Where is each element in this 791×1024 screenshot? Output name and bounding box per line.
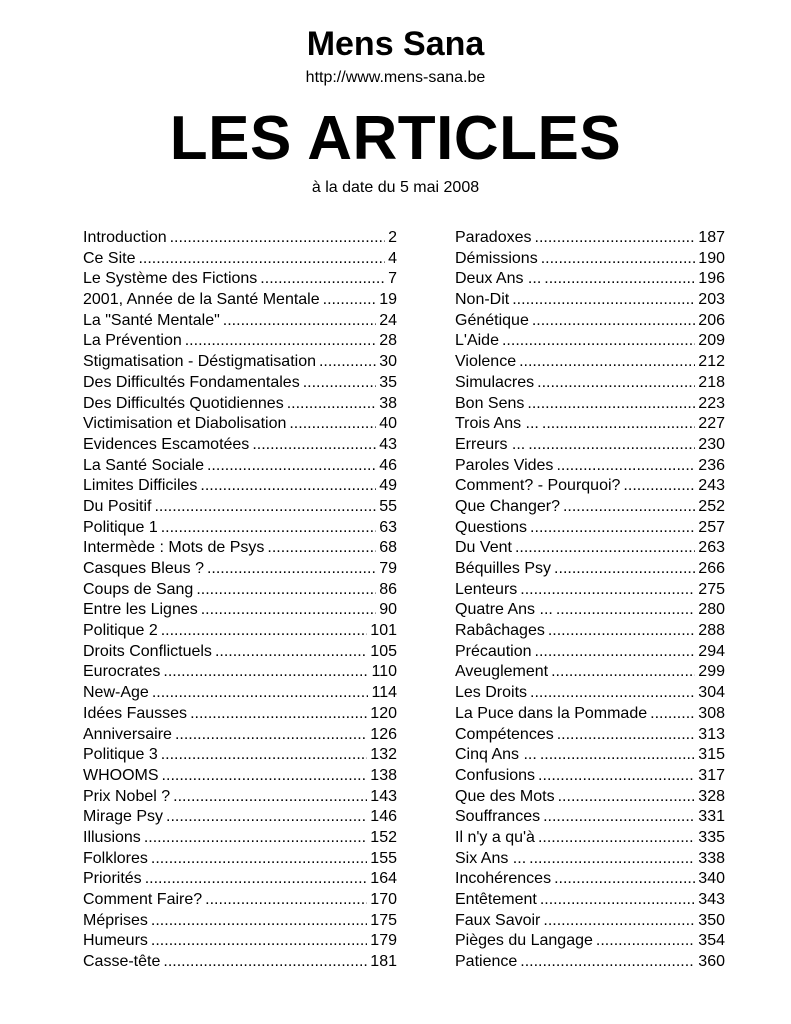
toc-entry-title: Anniversaire (83, 725, 172, 743)
toc-entry-page: 308 (698, 704, 725, 722)
toc-entry-page: 4 (388, 249, 397, 267)
toc-entry-title: Génétique (455, 311, 529, 329)
toc-entry (83, 394, 397, 415)
toc-entry-title: Paroles Vides (455, 456, 554, 474)
toc-dot-leader (543, 911, 695, 932)
toc-dot-leader (223, 311, 376, 332)
toc-entry-title: Confusions (455, 766, 536, 784)
toc-entry-page: 90 (379, 601, 397, 619)
toc-entry-title: Ce Site (83, 249, 136, 267)
toc-entry-page: 230 (698, 435, 725, 453)
toc-entry-title: Comment Faire? (83, 891, 203, 908)
toc-dot-leader (532, 311, 695, 332)
toc-entry-page: 317 (698, 766, 725, 784)
toc-entry-title: Six Ans ... (455, 849, 527, 867)
toc-entry (83, 911, 397, 932)
toc-entry (83, 456, 397, 477)
toc-entry-title: La "Santé Mentale" (83, 311, 220, 329)
toc-entry (455, 538, 725, 559)
toc-dot-leader (543, 807, 695, 828)
toc-entry (83, 414, 397, 435)
toc-entry-page: 152 (370, 828, 397, 846)
toc-entry (83, 538, 397, 559)
toc-dot-leader (151, 931, 367, 952)
toc-dot-leader (530, 683, 695, 704)
toc-entry-page: 190 (698, 249, 725, 267)
toc-entry-page: 28 (379, 332, 397, 350)
toc-entry-page: 46 (379, 456, 397, 474)
toc-entry-title: Souffrances (455, 808, 541, 826)
toc-entry-title: Quatre Ans ... (455, 601, 553, 619)
toc-entry-title: Erreurs ... (455, 435, 526, 453)
toc-entry (455, 621, 725, 642)
toc-dot-leader (287, 394, 377, 415)
toc-entry-title: Introduction (83, 229, 167, 246)
toc-entry (83, 766, 397, 787)
toc-entry-title: La Prévention (83, 332, 182, 350)
toc-entry (83, 476, 397, 497)
toc-dot-leader (512, 290, 695, 311)
toc-entry-title: Casques Bleus ? (83, 560, 204, 577)
toc-entry-title: Le Système des Fictions (83, 270, 258, 288)
toc-entry (455, 290, 725, 311)
toc-entry (455, 331, 725, 352)
toc-entry-page: 350 (698, 911, 725, 929)
toc-entry (455, 642, 725, 663)
toc-entry-page: 223 (698, 394, 725, 412)
toc-entry-title: Aveuglement (455, 663, 549, 681)
toc-entry-title: Méprises (83, 911, 148, 929)
toc-entry (83, 518, 397, 539)
toc-dot-leader (535, 228, 696, 249)
toc-entry (455, 249, 725, 270)
toc-entry-page: 138 (370, 766, 397, 784)
toc-entry (83, 290, 397, 311)
toc-entry-page: 203 (698, 291, 725, 309)
toc-entry-page: 187 (698, 229, 725, 246)
toc-entry-page: 263 (698, 539, 725, 557)
toc-column-left (83, 228, 397, 973)
toc-entry-page: 86 (379, 580, 397, 598)
toc-entry (455, 683, 725, 704)
toc-dot-leader (542, 414, 695, 435)
toc-dot-leader (175, 725, 367, 746)
toc-dot-leader (303, 373, 377, 394)
toc-dot-leader (207, 456, 376, 477)
toc-entry-title: Illusions (83, 828, 141, 846)
toc-entry-page: 110 (371, 663, 397, 681)
toc-entry-page: 257 (698, 518, 725, 536)
toc-dot-leader (556, 600, 695, 621)
toc-entry-title: Entêtement (455, 891, 537, 908)
toc-dot-leader (170, 228, 385, 249)
toc-entry-page: 146 (370, 808, 397, 826)
toc-entry (83, 249, 397, 270)
toc-entry-page: 114 (371, 684, 397, 702)
toc-entry-title: Casse-tête (83, 953, 161, 971)
toc-entry-page: 275 (698, 580, 725, 598)
toc-entry (455, 745, 725, 766)
toc-entry-page: 331 (698, 808, 725, 826)
toc-entry-page: 30 (379, 353, 397, 371)
toc-dot-leader (196, 580, 376, 601)
toc-dot-leader (530, 518, 695, 539)
toc-entry (83, 497, 397, 518)
toc-entry-page: 170 (370, 891, 397, 908)
toc-dot-leader (260, 269, 385, 290)
toc-dot-leader (162, 766, 368, 787)
toc-entry (83, 828, 397, 849)
date-line: à la date du 5 mai 2008 (311, 179, 480, 196)
toc-entry (455, 600, 725, 621)
toc-entry-title: Limites Difficiles (83, 477, 198, 495)
toc-entry (455, 725, 725, 746)
toc-entry-page: 299 (698, 663, 725, 681)
toc-entry-title: Il n'y a qu'à (455, 828, 535, 846)
toc-dot-leader (161, 518, 376, 539)
toc-entry-page: 315 (698, 746, 725, 764)
toc-dot-leader (541, 249, 696, 270)
toc-entry-title: Précaution (455, 642, 532, 660)
toc-dot-leader (289, 414, 376, 435)
toc-entry (83, 952, 397, 973)
toc-entry-title: Intermède : Mots de Psys (83, 539, 265, 557)
toc-entry (83, 559, 397, 580)
toc-dot-leader (551, 662, 695, 683)
toc-entry-page: 227 (698, 415, 725, 433)
toc-dot-leader (535, 642, 696, 663)
toc-entry-title: Incohérences (455, 870, 552, 888)
toc-entry-title: Trois Ans ... (455, 415, 539, 433)
toc-entry (83, 269, 397, 290)
toc-entry-page: 304 (698, 684, 725, 702)
toc-entry-page: 105 (370, 642, 397, 660)
toc-entry-title: Stigmatisation - Déstigmatisation (83, 353, 316, 371)
toc-dot-leader (215, 642, 367, 663)
toc-entry (83, 890, 397, 911)
toc-entry-title: Bon Sens (455, 394, 525, 412)
toc-dot-leader (154, 497, 376, 518)
toc-entry-page: 243 (698, 477, 725, 495)
toc-entry-title: Que des Mots (455, 787, 555, 805)
toc-entry (455, 952, 725, 973)
toc-entry-page: 280 (698, 601, 725, 619)
toc-entry (83, 725, 397, 746)
toc-entry-title: Politique 2 (83, 622, 158, 640)
toc-entry-title: Victimisation et Diabolisation (83, 415, 287, 433)
toc-dot-leader (152, 683, 369, 704)
toc-entry-page: 354 (698, 932, 725, 950)
toc-entry-title: New-Age (83, 684, 149, 702)
toc-entry-page: 43 (379, 435, 397, 453)
toc-dot-leader (528, 435, 695, 456)
toc-entry-page: 101 (370, 622, 397, 640)
toc-entry-title: Entre les Lignes (83, 601, 198, 619)
toc-entry-title: Béquilles Psy (455, 560, 552, 577)
toc-dot-leader (519, 352, 695, 373)
toc-entry-page: 212 (698, 353, 725, 371)
toc-entry-page: 343 (698, 891, 725, 908)
toc-entry (83, 435, 397, 456)
toc-entry-page: 55 (379, 497, 397, 515)
toc-dot-leader (205, 890, 367, 911)
toc-entry-page: 49 (379, 477, 397, 495)
toc-entry-page: 206 (698, 311, 725, 329)
toc-entry-page: 79 (379, 560, 397, 577)
toc-entry-title: Faux Savoir (455, 911, 541, 929)
toc-entry-page: 340 (698, 870, 725, 888)
toc-entry (455, 269, 725, 290)
toc-entry-page: 360 (698, 953, 725, 971)
toc-dot-leader (540, 890, 695, 911)
toc-entry (83, 787, 397, 808)
toc-entry (455, 352, 725, 373)
toc-entry (83, 807, 397, 828)
toc-entry (455, 890, 725, 911)
toc-dot-leader (558, 787, 696, 808)
toc-entry-title: Que Changer? (455, 497, 560, 515)
toc-entry (83, 662, 397, 683)
toc-dot-leader (145, 869, 368, 890)
toc-entry (83, 228, 397, 249)
toc-entry-title: Evidences Escamotées (83, 435, 250, 453)
toc-entry-page: 181 (370, 953, 397, 971)
toc-dot-leader (163, 662, 368, 683)
toc-entry-title: Idées Fausses (83, 704, 188, 722)
toc-dot-leader (502, 331, 695, 352)
toc-entry (455, 311, 725, 332)
toc-entry-page: 24 (379, 311, 397, 329)
toc-dot-leader (267, 538, 376, 559)
toc-dot-leader (520, 580, 695, 601)
toc-dot-leader (166, 807, 367, 828)
toc-entry (83, 600, 397, 621)
toc-entry-page: 63 (379, 518, 397, 536)
toc-entry (455, 869, 725, 890)
toc-entry (83, 352, 397, 373)
toc-entry-page: 120 (370, 704, 397, 722)
toc-entry (83, 373, 397, 394)
toc-dot-leader (556, 456, 695, 477)
toc-entry-page: 328 (698, 787, 725, 805)
toc-dot-leader (537, 373, 695, 394)
toc-entry-page: 252 (698, 497, 725, 515)
toc-entry-title: Violence (455, 353, 517, 371)
toc-entry (455, 807, 725, 828)
toc-entry-page: 196 (698, 270, 725, 288)
toc-entry-title: L'Aide (455, 332, 499, 350)
toc-dot-leader (538, 828, 695, 849)
toc-entry-title: Politique 3 (83, 746, 158, 764)
toc-entry-title: Non-Dit (455, 291, 510, 309)
toc-entry-title: Eurocrates (83, 663, 161, 681)
toc-entry-title: Deux Ans ... (455, 270, 542, 288)
toc-dot-leader (151, 849, 367, 870)
toc-dot-leader (252, 435, 376, 456)
toc-entry (455, 766, 725, 787)
toc-entry (455, 373, 725, 394)
toc-entry (83, 311, 397, 332)
toc-entry-title: 2001, Année de la Santé Mentale (83, 291, 320, 309)
toc-entry-title: Humeurs (83, 932, 148, 950)
toc-entry-page: 143 (370, 787, 397, 805)
toc-entry-title: Des Difficultés Fondamentales (83, 373, 300, 391)
toc-entry-title: Politique 1 (83, 518, 158, 536)
toc-entry (455, 662, 725, 683)
toc-entry-title: La Puce dans la Pommade (455, 704, 648, 722)
toc-entry-title: Rabâchages (455, 622, 545, 640)
toc-dot-leader (319, 352, 376, 373)
toc-dot-leader (201, 600, 376, 621)
toc-entry-title: Simulacres (455, 373, 535, 391)
toc-dot-leader (596, 931, 695, 952)
toc-dot-leader (563, 497, 695, 518)
toc-dot-leader (529, 849, 695, 870)
toc-entry-title: Comment? - Pourquoi? (455, 477, 621, 495)
toc-entry (455, 787, 725, 808)
toc-dot-leader (650, 704, 695, 725)
toc-entry (83, 745, 397, 766)
toc-entry-page: 126 (370, 725, 397, 743)
toc-entry-title: Les Droits (455, 684, 528, 702)
toc-entry-page: 132 (370, 746, 397, 764)
toc-entry-title: Paradoxes (455, 229, 532, 246)
toc-dot-leader (520, 952, 695, 973)
toc-dot-leader (515, 538, 695, 559)
toc-entry-title: Du Vent (455, 539, 512, 557)
toc-entry-title: Priorités (83, 870, 142, 888)
toc-entry-title: Mirage Psy (83, 808, 164, 826)
toc-dot-leader (173, 787, 367, 808)
toc-dot-leader (527, 394, 695, 415)
toc-dot-leader (554, 559, 695, 580)
toc-entry-page: 19 (379, 291, 397, 309)
toc-entry-title: Pièges du Langage (455, 932, 593, 950)
toc-entry (455, 497, 725, 518)
toc-entry (455, 414, 725, 435)
toc-entry-page: 155 (370, 849, 397, 867)
toc-dot-leader (540, 745, 695, 766)
toc-entry-page: 35 (379, 373, 397, 391)
toc-dot-leader (144, 828, 367, 849)
toc-entry (455, 580, 725, 601)
toc-dot-leader (161, 621, 368, 642)
toc-entry-title: Coups de Sang (83, 580, 194, 598)
toc-entry (83, 869, 397, 890)
toc-entry (455, 476, 725, 497)
toc-entry-page: 288 (698, 622, 725, 640)
toc-entry-page: 175 (370, 911, 397, 929)
toc-entry-page: 209 (698, 332, 725, 350)
toc-entry (455, 394, 725, 415)
toc-column-right (455, 228, 725, 973)
toc-dot-leader (190, 704, 367, 725)
toc-entry (455, 228, 725, 249)
toc-entry (455, 931, 725, 952)
toc-entry-page: 68 (379, 539, 397, 557)
toc-dot-leader (161, 745, 368, 766)
toc-entry-page: 335 (698, 828, 725, 846)
toc-entry-title: Prix Nobel ? (83, 787, 171, 805)
toc-entry (83, 580, 397, 601)
toc-entry-page: 236 (698, 456, 725, 474)
toc-entry (455, 518, 725, 539)
toc-entry-title: Folklores (83, 849, 148, 867)
toc-dot-leader (623, 476, 695, 497)
toc-entry (83, 704, 397, 725)
toc-entry-title: Du Positif (83, 497, 152, 515)
toc-dot-leader (138, 249, 385, 270)
toc-entry-title: Compétences (455, 725, 554, 743)
toc-entry (83, 642, 397, 663)
toc-dot-leader (185, 331, 376, 352)
site-url: http://www.mens-sana.be (305, 69, 486, 86)
toc-entry (83, 683, 397, 704)
toc-entry-page: 218 (698, 373, 725, 391)
toc-dot-leader (323, 290, 377, 311)
toc-entry (455, 559, 725, 580)
toc-entry-title: Démissions (455, 249, 538, 267)
toc-entry (83, 331, 397, 352)
toc-entry-page: 266 (698, 560, 725, 577)
toc-entry (455, 828, 725, 849)
toc-entry-title: Cinq Ans ... (455, 746, 537, 764)
toc-entry (83, 621, 397, 642)
toc-dot-leader (544, 269, 695, 290)
toc-entry-title: La Santé Sociale (83, 456, 204, 474)
toc-entry-page: 294 (698, 642, 725, 660)
toc-dot-leader (151, 911, 367, 932)
toc-entry-page: 338 (698, 849, 725, 867)
toc-entry (455, 849, 725, 870)
toc-entry-title: Des Difficultés Quotidiennes (83, 394, 284, 412)
toc-dot-leader (554, 869, 695, 890)
toc-entry (455, 435, 725, 456)
toc-entry (83, 931, 397, 952)
toc-entry-page: 179 (370, 932, 397, 950)
toc-entry (455, 911, 725, 932)
toc-entry-page: 164 (370, 870, 397, 888)
toc-dot-leader (548, 621, 695, 642)
toc-dot-leader (163, 952, 367, 973)
toc-entry (455, 704, 725, 725)
toc-entry-page: 38 (379, 394, 397, 412)
toc-entry (83, 849, 397, 870)
toc-entry-page: 7 (388, 270, 397, 288)
toc-dot-leader (538, 766, 695, 787)
toc-entry-title: Lenteurs (455, 580, 518, 598)
toc-entry-title: Droits Conflictuels (83, 642, 212, 660)
toc-entry-page: 40 (379, 415, 397, 433)
toc-dot-leader (200, 476, 376, 497)
toc-entry-page: 313 (698, 725, 725, 743)
site-title: Mens Sana (306, 25, 485, 63)
toc-entry (455, 456, 725, 477)
toc-dot-leader (207, 559, 376, 580)
toc-dot-leader (557, 725, 696, 746)
main-title: LES ARTICLES (169, 104, 622, 173)
toc-entry-page: 2 (388, 229, 397, 246)
toc-entry-title: Patience (455, 953, 518, 971)
toc-entry-title: Questions (455, 518, 528, 536)
toc-entry-title: WHOOMS (83, 766, 159, 784)
